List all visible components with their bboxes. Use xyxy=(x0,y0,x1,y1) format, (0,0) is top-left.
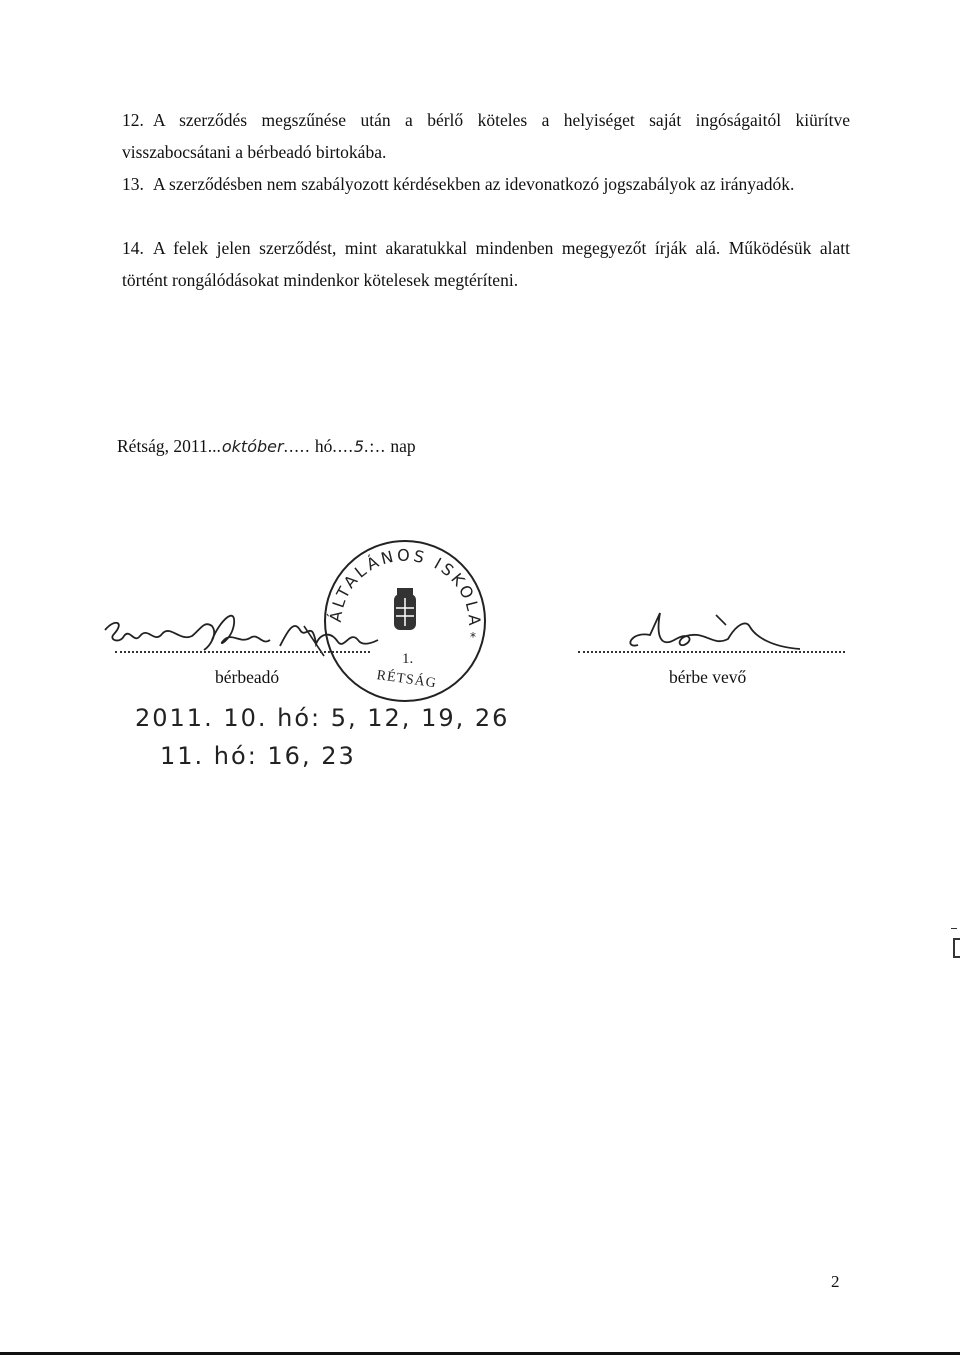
date-ho: hó xyxy=(314,436,333,456)
date-day-handwritten: 5 xyxy=(353,437,364,456)
clause-number: 13. xyxy=(122,174,144,194)
clause-text: A szerződés megszűnése után a bérlő köteles a helyiséget saját ingóságaitól kiürítve visszabocsátani a bérbeadó birtokába. xyxy=(122,110,850,162)
handwritten-note-november: 11. hó: 16, 23 xyxy=(160,742,356,770)
stamp-top-text: ÁLTALÁNOS ISKOLA xyxy=(325,545,485,629)
margin-mark xyxy=(951,928,957,929)
svg-text:*: * xyxy=(470,630,476,644)
clause-12 xyxy=(122,104,850,168)
clause-text: A felek jelen szerződést, mint akaratukkal mindenben megegyezőt írják alá. Működésük alatt történt rongálódásokat mindenkor kötelesek megtéríteni. xyxy=(122,238,850,290)
date-nap: nap xyxy=(390,436,416,456)
date-place-year: Rétság, 2011.. xyxy=(117,436,217,456)
clause-text: A szerződésben nem szabályozott kérdésekben az idevonatkozó jogszabályok az irányadók. xyxy=(153,174,795,194)
lessee-label: bérbe vevő xyxy=(669,667,747,687)
page-number: 2 xyxy=(831,1272,840,1291)
bottom-edge-bar xyxy=(0,1352,960,1355)
date-month-handwritten: október xyxy=(221,437,284,456)
lessor-signature-line xyxy=(115,651,370,653)
clause-number: 14. xyxy=(122,238,144,258)
clause-14 xyxy=(122,232,850,296)
clause-13 xyxy=(122,168,850,200)
date-line: Rétság, 2011...október..... hó....5.:.. nap xyxy=(117,436,416,456)
clause-number: 12. xyxy=(122,110,144,130)
lessee-signature-line xyxy=(578,651,845,653)
handwritten-note-october: 2011. 10. hó: 5, 12, 19, 26 xyxy=(135,704,510,732)
lessor-label: bérbeadó xyxy=(215,667,280,687)
stamp-number: 1. xyxy=(402,651,414,667)
stamp-bottom-text: RÉTSÁG xyxy=(375,668,438,692)
margin-bracket xyxy=(953,938,960,958)
